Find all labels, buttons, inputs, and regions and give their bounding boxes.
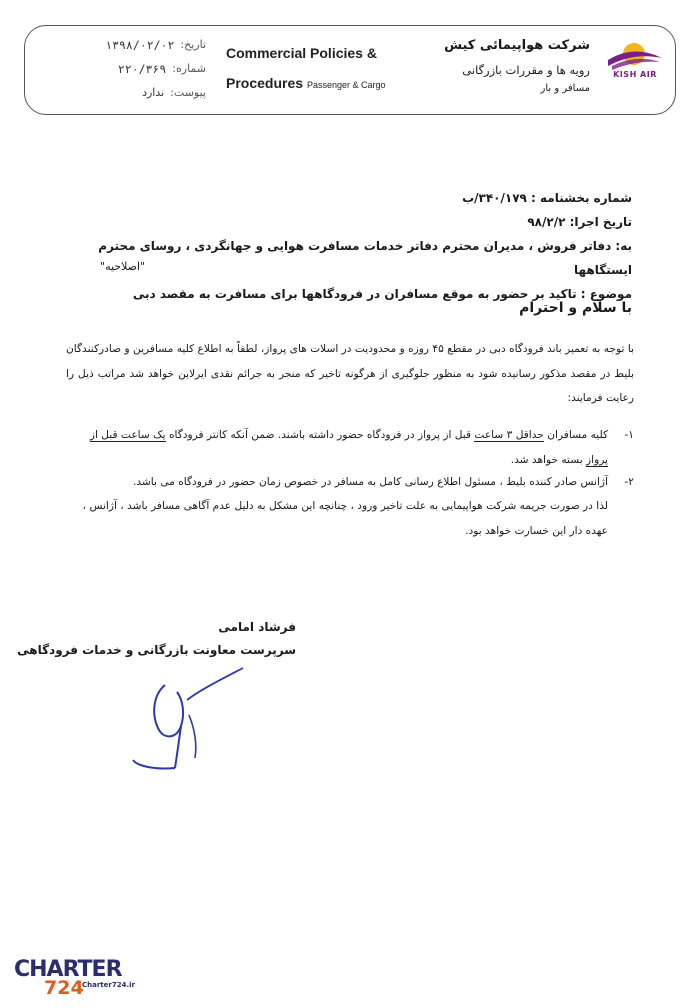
company-block [410,38,590,94]
item1-emphasis-counter: یک ساعت قبل از پرواز [89,429,608,466]
recipients: به: دفاتر فروش ، مدیران محترم دفاتر خدمات مسافرت هوایی و جهانگردی ، روسای محترم ایستگاهها [98,239,632,277]
item-text [66,423,608,472]
item1-part-c: قبل از پرواز در فرودگاه حضور داشته باشند. ضمن آنکه کانتر فرودگاه [168,429,472,441]
number-value: ۲۲۰/۳۶۹ [117,62,167,76]
watermark-number: 724 [44,977,84,999]
closing-paragraph [66,494,634,543]
policy-title-small: Passenger & Cargo [306,80,386,90]
item1-emphasis-hours: حداقل ۳ ساعت [474,429,544,441]
date-label: تاریخ: [180,38,206,51]
company-name: شرکت هواپیمائی کیش [444,38,590,53]
item-number: ۲- [624,476,634,488]
correction-note: "اصلاحیه" [100,260,146,273]
subject: موضوع : تاکید بر حضور به موقع مسافران در فرودگاهها برای مسافرت به مقصد دبی [132,287,632,301]
meta-attachment-row [66,86,206,110]
policy-title [226,45,416,91]
number-label: شماره: [172,62,206,75]
policy-title-line1: Commercial Policies & [226,45,377,61]
policy-title-line2 [226,75,416,91]
attachment-value: ندارد [142,86,165,99]
circular-number: شماره بخشنامه : ۳۴۰/۱۷۹/ب [462,191,632,205]
greeting: با سلام و احترام [519,300,632,316]
charter724-watermark [14,957,134,997]
signer-name: فرشاد امامی [218,620,296,634]
intro-paragraph: با توجه به تعمیر باند فرودگاه دبی در مقطع ۴۵ روزه و محدودیت در اسلات های پرواز، لطفاً به اطلاع کلیه مسافرین و صادرکنندگان بلیط در مقصد مذکور رسانیده شود به منظور جلوگیری از هرگونه تاخیر که منجر به جرائم نقدی ایرلاین خواهد شد مراتب ذیل را رعایت فرمایند: [66,343,634,404]
closing-text: لذا در صورت جریمه شرکت هواپیمایی به علت تاخیر ورود ، چنانچه این مشکل به دلیل عدم آگاهی مسافر باشد ، آژانس ، عهده دار این خسارت خواهد بود. [82,500,608,537]
attachment-label: پیوست: [170,86,206,99]
handwritten-signature [125,660,265,775]
item1-part-a: کلیه مسافران [547,429,608,441]
list-item [66,470,634,495]
meta-date-row [66,38,206,62]
item1-part-e: بسته خواهد شد. [510,453,583,466]
company-subtitle: رویه ها و مقررات بازرگانی [462,63,590,77]
logo-text: KISH AIR [613,70,657,79]
list-item [66,423,634,472]
policy-title-main: Procedures [226,75,304,91]
company-subtitle-2: مسافر و بار [540,83,590,94]
watermark-brand: CHARTER [14,957,122,982]
letter-meta [66,38,206,110]
watermark-site: Charter724.ir [82,981,135,989]
date-value: ۱۳۹۸/۰۲/۰۲ [105,38,175,52]
reference-block [72,186,632,306]
meta-number-row [66,62,206,86]
item-number: ۱- [624,429,634,441]
execution-date: تاریخ اجرا: ۹۸/۲/۲ [527,215,632,229]
signer-title: سرپرست معاونت بازرگانی و خدمات فرودگاهی [17,643,296,657]
item-text: آژانس صادر کننده بلیط ، مسئول اطلاع رسانی کامل به مسافر در خصوص زمان حضور در فرودگاه می باشد. [132,476,608,488]
